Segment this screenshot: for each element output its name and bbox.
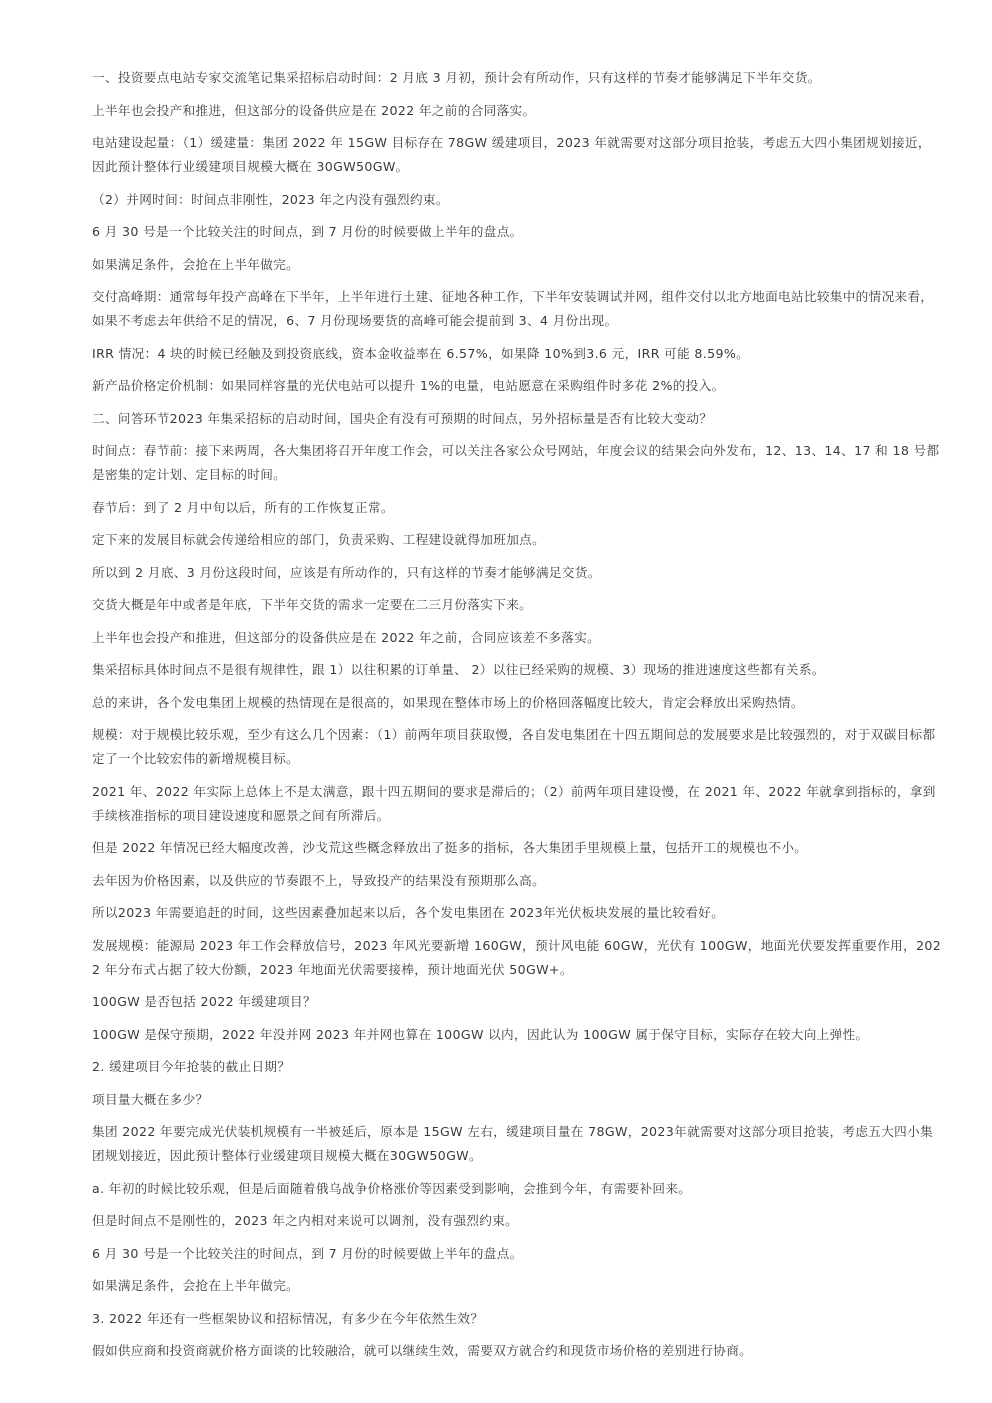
document-body: [92, 66, 942, 1372]
paragraph-15: 交货大概是年中或者是年底，下半年交货的需求一定要在二三月份落实下来。: [92, 597, 533, 612]
paragraph-20: 2021 年、2022 年实际上总体上不是太满意，跟十四五期间的要求是滞后的；（2）前两年项目建设慢，在 2021 年、2022 年就拿到指标的，拿到手续核准指标的项目建设速度和愿景之间有所滞后。: [92, 783, 936, 823]
paragraph-23: 所以2023 年需要追赶的时间，这些因素叠加起来以后，各个发电集团在 2023年光伏板块发展的量比较看好。: [92, 905, 725, 920]
paragraph-28: 项目量大概在多少？: [92, 1091, 209, 1107]
paragraph-16: 上半年也会投产和推进，但这部分的设备供应是在 2022 年之前，合同应该差不多落实。: [92, 629, 601, 645]
paragraph-21: 但是 2022 年情况已经大幅度改善，沙戈荒这些概念释放出了挺多的指标，各大集团手里规模上量，包括开工的规模也不小。: [92, 840, 808, 855]
paragraph-33: 如果满足条件，会抢在上半年做完。: [92, 1278, 300, 1293]
paragraph-29: 集团 2022 年要完成光伏装机规模有一半被延后，原本是 15GW 左右，缓建项目量在 78GW，2023年就需要对这部分项目抢装，考虑五大四小集团规划接近，因此预计整体行业缓建项目规模大概在30GW50GW。: [92, 1124, 934, 1163]
paragraph-26: 100GW 是保守预期，2022 年没并网 2023 年并网也算在 100GW 以内，因此认为 100GW 属于保守目标，实际存在较大向上弹性。: [92, 1026, 869, 1042]
paragraph-2: 上半年也会投产和推进，但这部分的设备供应是在 2022 年之前的合同落实。: [92, 102, 536, 118]
paragraph-25: 100GW 是否包括 2022 年缓建项目？: [92, 994, 316, 1009]
paragraph-34: 3. 2022 年还有一些框架协议和招标情况，有多少在今年依然生效？: [92, 1310, 484, 1326]
paragraph-7: 交付高峰期：通常每年投产高峰在下半年，上半年进行土建、征地各种工作，下半年安装调试并网，组件交付以北方地面电站比较集中的情况来看，如果不考虑去年供给不足的情况，6、7 月份现场要货的高峰可能会提前到 3、4 月份出现。: [92, 289, 934, 328]
paragraph-22: 去年因为价格因素，以及供应的节奏跟不上，导致投产的结果没有预期那么高。: [92, 872, 546, 888]
paragraph-10: 二、问答环节2023 年集采招标的启动时间，国央企有没有可预期的时间点，另外招标量是否有比较大变动？: [92, 410, 713, 426]
paragraph-30: a. 年初的时候比较乐观，但是后面随着俄乌战争价格涨价等因素受到影响，会推到今年，有需要补回来。: [92, 1180, 692, 1196]
paragraph-1: 一、投资要点电站专家交流笔记集采招标启动时间：2 月底 3 月初，预计会有所动作，只有这样的节奏才能够满足下半年交货。: [92, 70, 821, 85]
paragraph-6: 如果满足条件，会抢在上半年做完。: [92, 256, 300, 272]
paragraph-11: 时间点：春节前：接下来两周，各大集团将召开年度工作会，可以关注各家公众号网站，年度会议的结果会向外发布，12、13、14、17 和 18 号都是密集的定计划、定目标的时间。: [92, 443, 940, 482]
paragraph-18: 总的来讲，各个发电集团上规模的热情现在是很高的，如果现在整体市场上的价格回落幅度比较大，肯定会释放出采购热情。: [92, 694, 804, 710]
paragraph-4: （2）并网时间：时间点非刚性，2023 年之内没有强烈约束。: [92, 191, 449, 207]
paragraph-13: 定下来的发展目标就会传递给相应的部门，负责采购、工程建设就得加班加点。: [92, 532, 546, 547]
paragraph-24: 发展规模：能源局 2023 年工作会释放信号，2023 年风光要新增 160GW，预计风电能 60GW，光伏有 100GW，地面光伏要发挥重要作用，2022 年分布式占据了较大份额，2023 年地面光伏需要接棒，预计地面光伏 50GW+。: [92, 937, 942, 977]
paragraph-9: 新产品价格定价机制：如果同样容量的光伏电站可以提升 1%的电量，电站愿意在采购组件时多花 2%的投入。: [92, 378, 725, 393]
paragraph-5: 6 月 30 号是一个比较关注的时间点，到 7 月份的时候要做上半年的盘点。: [92, 224, 523, 239]
paragraph-12: 春节后：到了 2 月中旬以后，所有的工作恢复正常。: [92, 499, 394, 515]
paragraph-27: 2. 缓建项目今年抢装的截止日期？: [92, 1059, 291, 1074]
paragraph-32: 6 月 30 号是一个比较关注的时间点，到 7 月份的时候要做上半年的盘点。: [92, 1245, 523, 1261]
paragraph-17: 集采招标具体时间点不是很有规律性，跟 1）以往积累的订单量、 2）以往已经采购的规模、3）现场的推进速度这些都有关系。: [92, 662, 825, 677]
paragraph-35: 假如供应商和投资商就价格方面谈的比较融洽，就可以继续生效，需要双方就合约和现货市场价格的差别进行协商。: [92, 1343, 753, 1358]
paragraph-19: 规模：对于规模比较乐观，至少有这么几个因素：（1）前两年项目获取慢，各自发电集团在十四五期间总的发展要求是比较强烈的，对于双碳目标都定了一个比较宏伟的新增规模目标。: [92, 727, 936, 766]
paragraph-8: IRR 情况：4 块的时候已经触及到投资底线，资本金收益率在 6.57%，如果降 10%到3.6 元，IRR 可能 8.59%。: [92, 345, 750, 361]
paragraph-14: 所以到 2 月底、3 月份这段时间，应该是有所动作的，只有这样的节奏才能够满足交货。: [92, 564, 601, 580]
paragraph-31: 但是时间点不是刚性的，2023 年之内相对来说可以调剂，没有强烈约束。: [92, 1213, 519, 1228]
paragraph-3: 电站建设起量：（1）缓建量：集团 2022 年 15GW 目标存在 78GW 缓建项目，2023 年就需要对这部分项目抢装，考虑五大四小集团规划接近，因此预计整体行业缓建项目规模大概在 30GW50GW。: [92, 135, 931, 174]
